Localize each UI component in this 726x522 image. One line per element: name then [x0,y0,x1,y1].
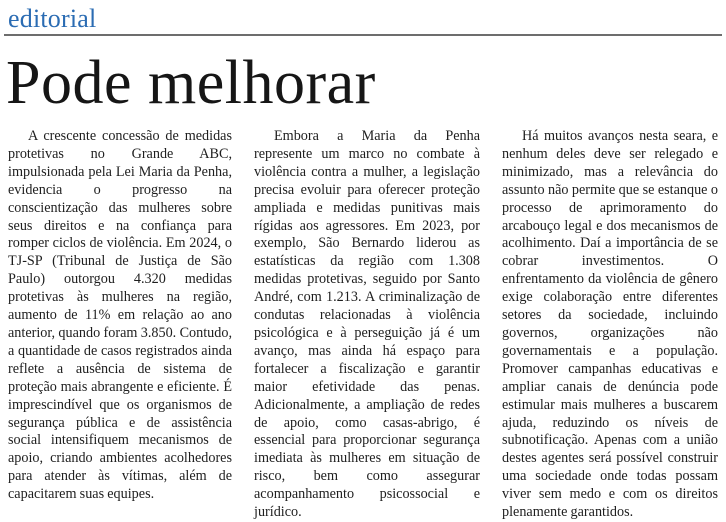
article-column-2 [254,128,480,522]
article-column-3 [502,128,718,522]
article-body [8,128,718,521]
section-label: editorial [8,4,97,33]
paragraph: Embora a Maria da Penha represente um marco no combate à violência contra a mulher, a legislação precisa evoluir para oferecer proteção ampliada e medidas punitivas mais rígidas aos agressores. Em 2023, por exemplo, São Bernardo liderou as estatísticas da região com 1.308 medidas protetivas, seguido por Santo André, com 1.213. A criminalização de condutas relacionadas à violência psicológica e à perseguição já é um avanço, mas ainda há espaço para fortalecer a fiscalização e garantir maior efetividade das penas. Adicionalmente, a ampliação de redes de apoio, como casas-abrigo, é essencial para proporcionar segurança imediata às mulheres em situação de risco, bem como assegurar acompanhamento psicossocial e jurídico. [254,128,480,521]
paragraph: Há muitos avanços nesta seara, e nenhum deles deve ser relegado e minimizado, mas a relevância do assunto não permite que se estanque o processo de aprimoramento do arcabouço legal e dos mecanismos de acolhimento. Daí a importância de se cobrar investimentos. O enfrentamento da violência de gênero exige colaboração entre diferentes setores da sociedade, incluindo governos, organizações não governamentais e a população. Promover campanhas educativas e ampliar canais de denúncia pode estimular mais mulheres a buscarem ajuda, reduzindo os níveis de subnotificação. Apenas com a união destes agentes será possível construir uma sociedade onde todas possam viver sem medo e com os direitos plenamente garantidos. [502,128,718,521]
section-header [4,0,722,40]
paragraph: A crescente concessão de medidas protetivas no Grande ABC, impulsionada pela Lei Maria da Penha, evidencia o progresso na conscientização das mulheres sobre seus direitos e na confiança para romper ciclos de violência. Em 2024, o TJ-SP (Tribunal de Justiça de São Paulo) outorgou 4.320 medidas protetivas às mulheres na região, aumento de 11% em relação ao ano anterior, quando foram 3.850. Contudo, a quantidade de casos registrados ainda reflete a ausência de sistema de proteção mais abrangente e eficiente. É imprescindível que os organismos de segurança pública e de assistência social intensifiquem mecanismos de apoio, criando ambientes acolhedores para atender às vítimas, além de capacitarem suas equipes. [8,128,232,503]
headline: Pode melhorar [6,49,376,117]
header-rule [4,34,722,36]
article-column-1 [8,128,232,504]
